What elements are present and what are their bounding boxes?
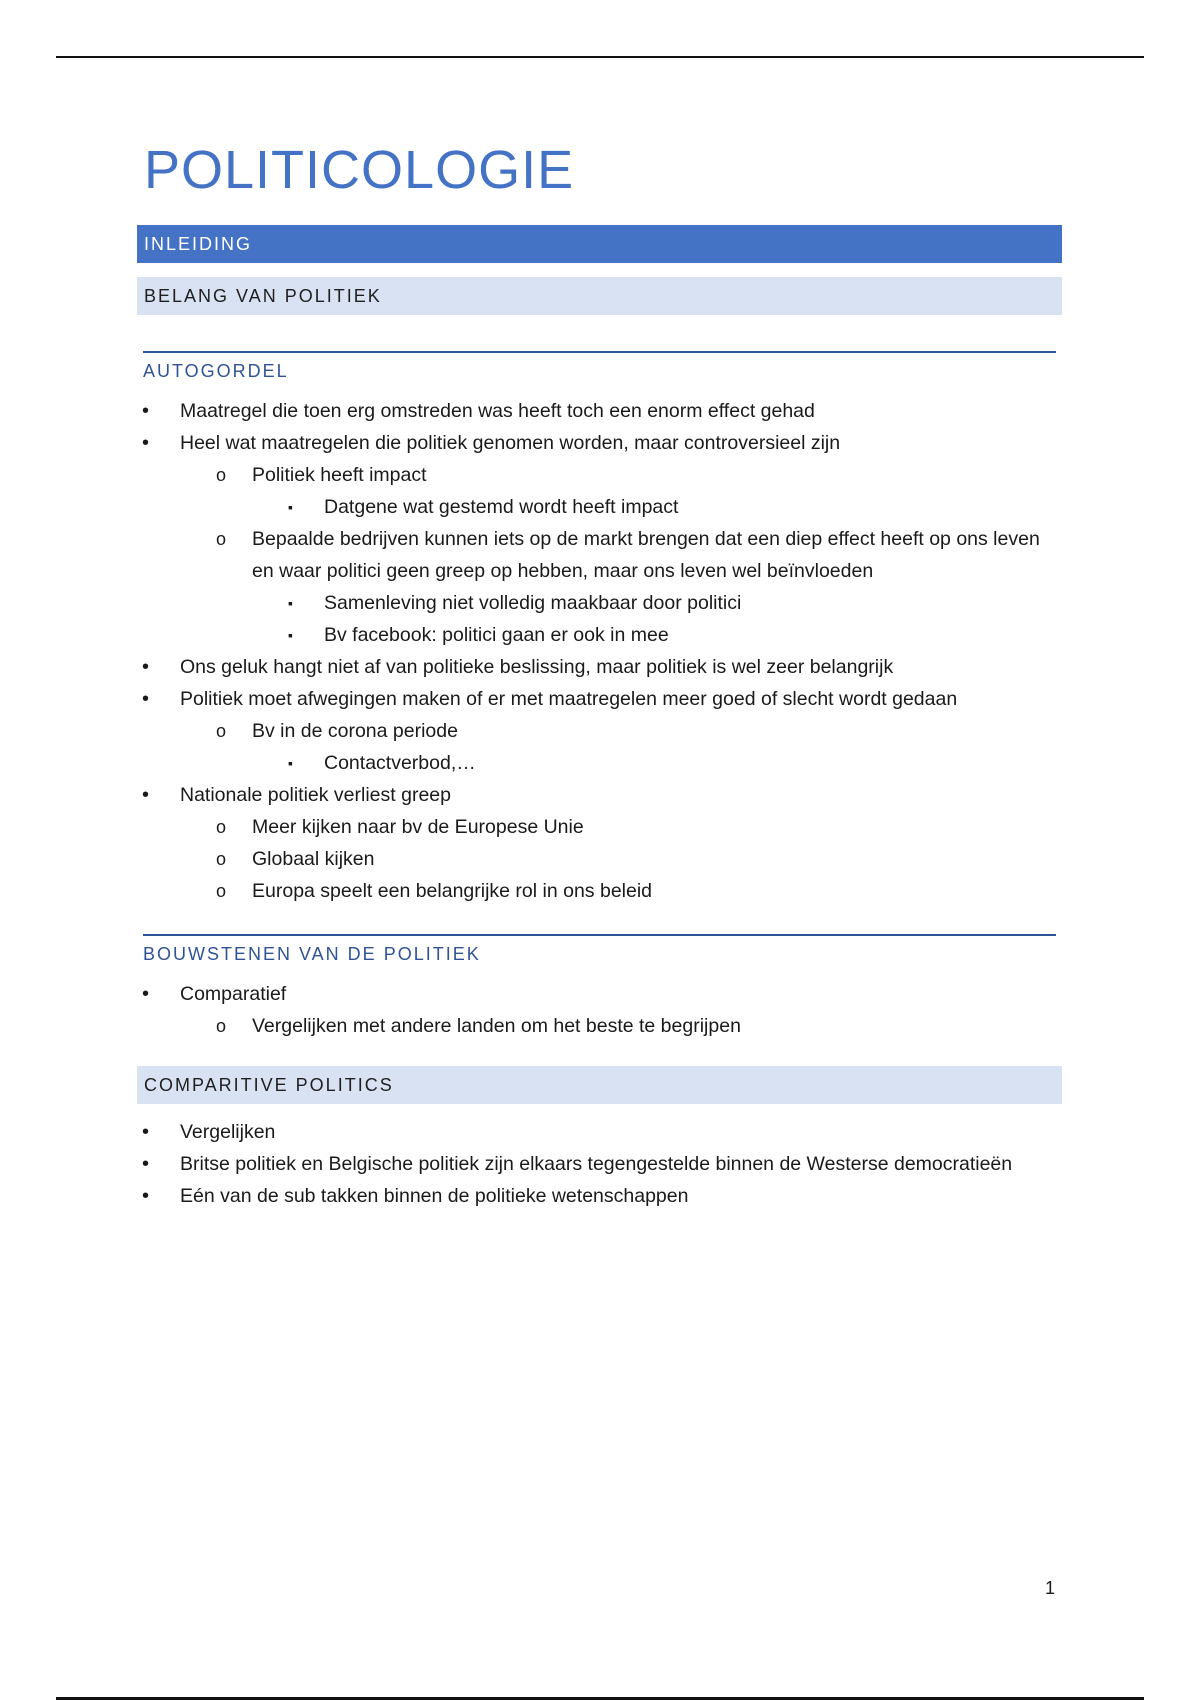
list-item bbox=[0, 978, 1200, 1010]
heading-belang-van-politiek: BELANG VAN POLITIEK bbox=[137, 277, 1062, 315]
page-number: 1 bbox=[1045, 1578, 1056, 1598]
list-item bbox=[0, 747, 1200, 779]
list-item bbox=[0, 1148, 1200, 1180]
heading-autogordel: AUTOGORDEL bbox=[143, 351, 1056, 382]
list-item-text: Europa speelt een belangrijke rol in ons beleid bbox=[252, 880, 653, 902]
list-item bbox=[0, 875, 1052, 907]
list-item bbox=[0, 1116, 1200, 1148]
list-item-text: Bv in de corona periode bbox=[252, 720, 458, 742]
bouwstenen-list bbox=[0, 978, 1200, 1042]
heading-bouwstenen: BOUWSTENEN VAN DE POLITIEK bbox=[143, 934, 1056, 965]
list-item bbox=[0, 843, 1052, 875]
bullet-marker: • bbox=[142, 688, 150, 710]
list-item-text: Samenleving niet volledig maakbaar door politici bbox=[324, 592, 742, 614]
list-item bbox=[0, 1010, 1052, 1042]
list-item-text: Eén van de sub takken binnen de politieke wetenschappen bbox=[180, 1185, 689, 1207]
bullet-marker: • bbox=[142, 784, 150, 806]
list-item-text: Globaal kijken bbox=[252, 848, 375, 870]
bullet-marker: • bbox=[142, 1121, 150, 1143]
list-item-text: Politiek moet afwegingen maken of er met maatregelen meer goed of slecht wordt gedaan bbox=[180, 688, 958, 710]
list-item bbox=[0, 523, 1052, 587]
bullet-marker: o bbox=[216, 1016, 227, 1036]
list-item-text: Meer kijken naar bv de Europese Unie bbox=[252, 816, 584, 838]
list-item bbox=[0, 683, 1200, 715]
bullet-marker: ▪ bbox=[288, 499, 293, 515]
list-item bbox=[0, 1180, 1200, 1212]
list-item bbox=[0, 459, 1052, 491]
header-rule bbox=[56, 56, 1144, 58]
bullet-marker: • bbox=[142, 983, 150, 1005]
list-item bbox=[0, 779, 1200, 811]
bullet-marker: o bbox=[216, 881, 227, 901]
autogordel-list bbox=[0, 395, 1200, 907]
bullet-marker: o bbox=[216, 529, 227, 549]
list-item-text: Bv facebook: politici gaan er ook in mee bbox=[324, 624, 669, 646]
bullet-marker: • bbox=[142, 1153, 150, 1175]
list-item bbox=[0, 587, 1200, 619]
list-item-text: Nationale politiek verliest greep bbox=[180, 784, 451, 806]
bullet-marker: o bbox=[216, 465, 227, 485]
list-item bbox=[0, 491, 1200, 523]
bullet-marker: • bbox=[142, 432, 150, 454]
bullet-marker: ▪ bbox=[288, 595, 293, 611]
list-item bbox=[0, 427, 1200, 459]
list-item-text: Datgene wat gestemd wordt heeft impact bbox=[324, 496, 679, 518]
document-title: POLITICOLOGIE bbox=[144, 140, 575, 200]
heading-inleiding: INLEIDING bbox=[137, 225, 1062, 263]
bullet-marker: o bbox=[216, 849, 227, 869]
bullet-marker: • bbox=[142, 400, 150, 422]
list-item bbox=[0, 651, 1200, 683]
list-item-text: Comparatief bbox=[180, 983, 287, 1005]
list-item-text: Heel wat maatregelen die politiek genomen worden, maar controversieel zijn bbox=[180, 432, 841, 454]
list-item-text: Contactverbod,… bbox=[324, 752, 476, 774]
list-item bbox=[0, 811, 1052, 843]
bullet-marker: o bbox=[216, 817, 227, 837]
list-item bbox=[0, 619, 1200, 651]
list-item-text: Politiek heeft impact bbox=[252, 464, 427, 486]
list-item-text: Maatregel die toen erg omstreden was heeft toch een enorm effect gehad bbox=[180, 400, 815, 422]
list-item-text: Vergelijken met andere landen om het beste te begrijpen bbox=[252, 1015, 741, 1037]
bullet-marker: • bbox=[142, 656, 150, 678]
list-item-text: Britse politiek en Belgische politiek zijn elkaars tegengestelde binnen de Westerse democratieën bbox=[180, 1153, 1013, 1175]
list-item bbox=[0, 395, 1200, 427]
bullet-marker: • bbox=[142, 1185, 150, 1207]
list-item bbox=[0, 715, 1052, 747]
list-item-text: Ons geluk hangt niet af van politieke beslissing, maar politiek is wel zeer belangrijk bbox=[180, 656, 894, 678]
bullet-marker: ▪ bbox=[288, 755, 293, 771]
list-item-text: Vergelijken bbox=[180, 1121, 276, 1143]
comparitive-list bbox=[0, 1116, 1200, 1212]
bullet-marker: o bbox=[216, 721, 227, 741]
list-item-text: Bepaalde bedrijven kunnen iets op de markt brengen dat een diep effect heeft op ons leven en waar politici geen greep op hebben, maar ons leven wel beïnvloeden bbox=[252, 528, 1040, 582]
bullet-marker: ▪ bbox=[288, 627, 293, 643]
heading-comparitive-politics: COMPARITIVE POLITICS bbox=[137, 1066, 1062, 1104]
